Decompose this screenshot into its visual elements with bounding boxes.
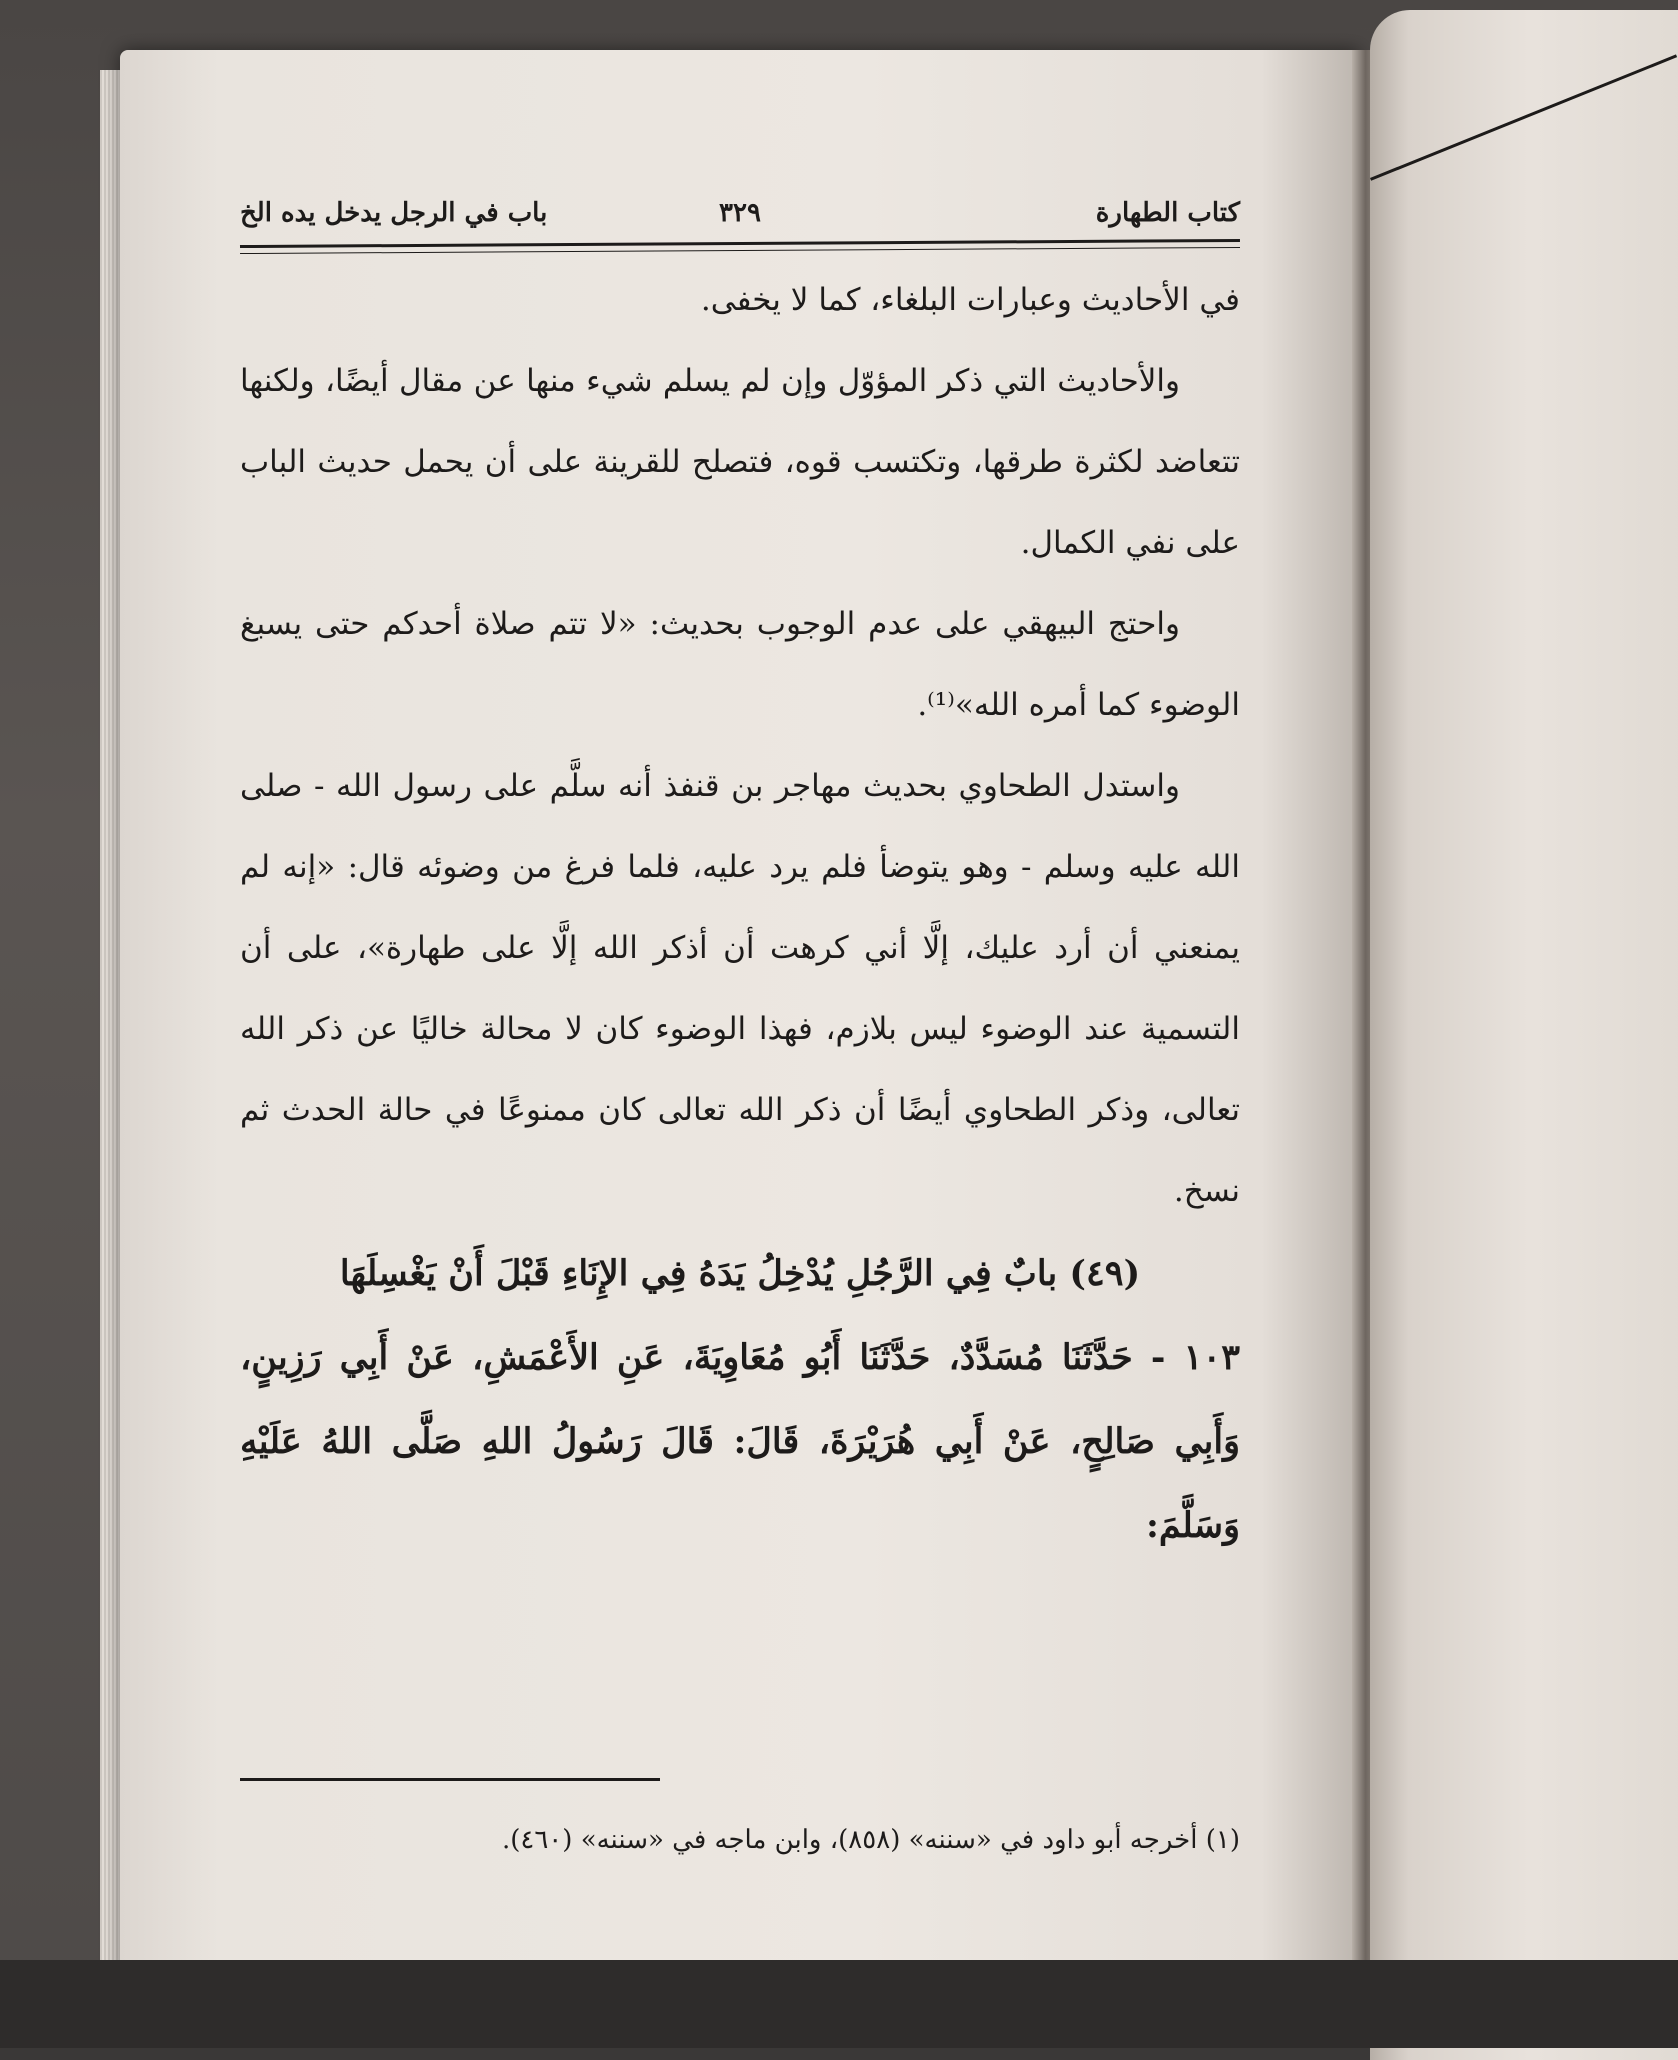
- paragraph: واحتج البيهقي على عدم الوجوب بحديث: «لا تتم صلاة أحدكم حتى يسبغ الوضوء كما أمره الله»⁽¹⁾.: [240, 606, 1240, 723]
- footnote: (١) أخرجه أبو داود في «سننه» (٨٥٨)، وابن ماجه في «سننه» (٤٦٠).: [501, 1825, 1240, 1855]
- body-text: [240, 260, 1240, 1568]
- hadith-text: ١٠٣ - حَدَّثَنَا مُسَدَّدٌ، حَدَّثَنَا أَبُو مُعَاوِيَةَ، عَنِ الأَعْمَشِ، عَنْ أَبِي رَزِينٍ، وَأَبِي صَالِحٍ، عَنْ أَبِي هُرَيْرَةَ، قَالَ: قَالَ رَسُولُ اللهِ صَلَّى اللهُ عَلَيْهِ وَسَلَّمَ:: [240, 1337, 1240, 1546]
- right-page: [1370, 10, 1678, 2060]
- running-header: [240, 190, 1240, 246]
- right-page-note: [1604, 1685, 1678, 1799]
- footnote-rule: [240, 1778, 660, 1781]
- page-number: ٣٢٩: [719, 198, 761, 228]
- right-page-text: [1580, 26, 1678, 979]
- paragraph: واستدل الطحاوي بحديث مهاجر بن قنفذ أنه سلَّم على رسول الله - صلى الله عليه وسلم - وهو يتوضأ فلم يرد عليه، فلما فرغ من وضوئه قال: «إنه لم يمنعني أن أرد عليك، إلَّا أني كرهت أن أذكر الله إلَّا على طهارة»، على أن التسمية عند الوضوء ليس بلازم، فهذا الوضوء كان لا محالة خاليًا عن ذكر الله تعالى، وذكر الطحاوي أيضًا أن ذكر الله تعالى كان ممنوعًا في حالة الحدث ثم نسخ.: [240, 768, 1240, 1209]
- right-page-footnotes: [1604, 1374, 1678, 1799]
- surface-bottom: [0, 1960, 1678, 2048]
- header-book-title: كتاب الطهارة: [1095, 198, 1240, 228]
- paragraph: والأحاديث التي ذكر المؤوّل وإن لم يسلم شيء منها عن مقال أيضًا، ولكنها تتعاضد لكثرة طرقها، وتكتسب قوه، فتصلح للقرينة على أن يحمل حديث الباب على نفي الكمال.: [240, 363, 1240, 561]
- header-chapter-title: باب في الرجل يدخل يده الخ: [240, 198, 548, 228]
- chapter-heading: (٤٩) بابٌ فِي الرَّجُلِ يُدْخِلُ يَدَهُ فِي الإِنَاءِ قَبْلَ أَنْ يَغْسِلَهَا: [339, 1253, 1141, 1294]
- right-page-header: [1580, 26, 1678, 223]
- paragraph: في الأحاديث وعبارات البلغاء، كما لا يخفى.: [700, 282, 1240, 318]
